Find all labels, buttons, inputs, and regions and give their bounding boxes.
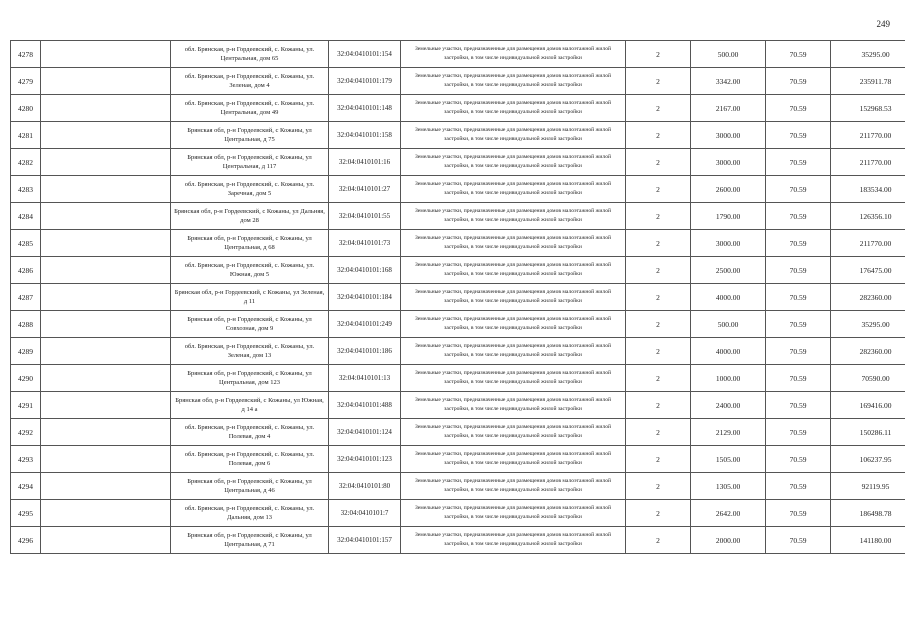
cadastral-value-cell: 169416.00 (831, 392, 905, 419)
row-number-cell: 4294 (11, 473, 41, 500)
area-cell: 3000.00 (691, 230, 766, 257)
row-number-cell: 4281 (11, 122, 41, 149)
cadastral-number-cell: 32:04:0410101:157 (329, 527, 401, 554)
table-row (11, 338, 905, 365)
rate-cell: 70.59 (766, 257, 831, 284)
cadastral-number-cell: 32:04:0410101:488 (329, 392, 401, 419)
cadastral-number-cell: 32:04:0410101:124 (329, 419, 401, 446)
cadastral-value-cell: 186498.78 (831, 500, 905, 527)
rate-cell: 70.59 (766, 176, 831, 203)
row-number-cell: 4279 (11, 68, 41, 95)
address-cell: Брянская обл, р-н Гордеевский, с Кожаны, ул Зеленая, д 11 (171, 284, 329, 311)
blank-cell (41, 392, 171, 419)
blank-cell (41, 473, 171, 500)
blank-cell (41, 230, 171, 257)
rate-cell: 70.59 (766, 203, 831, 230)
row-number-cell: 4283 (11, 176, 41, 203)
rate-cell: 70.59 (766, 527, 831, 554)
area-cell: 4000.00 (691, 284, 766, 311)
category-cell: 2 (626, 176, 691, 203)
cadastral-value-cell: 211770.00 (831, 230, 905, 257)
land-use-cell: Земельные участки, предназначенные для размещения домов малоэтажной жилой застройки, в том числе индивидуальной жилой застройки (401, 419, 626, 446)
blank-cell (41, 419, 171, 446)
row-number-cell: 4280 (11, 95, 41, 122)
cadastral-value-cell: 211770.00 (831, 149, 905, 176)
area-cell: 2129.00 (691, 419, 766, 446)
area-cell: 2400.00 (691, 392, 766, 419)
area-cell: 1000.00 (691, 365, 766, 392)
category-cell: 2 (626, 257, 691, 284)
land-use-cell: Земельные участки, предназначенные для размещения домов малоэтажной жилой застройки, в том числе индивидуальной жилой застройки (401, 500, 626, 527)
cadastral-value-cell: 35295.00 (831, 311, 905, 338)
cadastral-value-cell: 152968.53 (831, 95, 905, 122)
table-row (11, 419, 905, 446)
table-row (11, 365, 905, 392)
row-number-cell: 4296 (11, 527, 41, 554)
land-use-cell: Земельные участки, предназначенные для размещения домов малоэтажной жилой застройки, в том числе индивидуальной жилой застройки (401, 338, 626, 365)
area-cell: 4000.00 (691, 338, 766, 365)
row-number-cell: 4289 (11, 338, 41, 365)
rate-cell: 70.59 (766, 392, 831, 419)
rate-cell: 70.59 (766, 338, 831, 365)
category-cell: 2 (626, 527, 691, 554)
category-cell: 2 (626, 149, 691, 176)
address-cell: обл. Брянская, р-н Гордеевский, с. Кожаны, ул. Центральная, дом 49 (171, 95, 329, 122)
rate-cell: 70.59 (766, 95, 831, 122)
rate-cell: 70.59 (766, 41, 831, 68)
blank-cell (41, 149, 171, 176)
cadastral-value-cell: 106237.95 (831, 446, 905, 473)
land-use-cell: Земельные участки, предназначенные для размещения домов малоэтажной жилой застройки, в том числе индивидуальной жилой застройки (401, 41, 626, 68)
rate-cell: 70.59 (766, 419, 831, 446)
table-row (11, 500, 905, 527)
address-cell: обл. Брянская, р-н Гордеевский, с. Кожаны, ул. Зеленая, дом 4 (171, 68, 329, 95)
cadastral-number-cell: 32:04:0410101:154 (329, 41, 401, 68)
area-cell: 2500.00 (691, 257, 766, 284)
address-cell: обл. Брянская, р-н Гордеевский, с. Кожаны, ул. Заречная, дом 5 (171, 176, 329, 203)
table-row (11, 284, 905, 311)
category-cell: 2 (626, 392, 691, 419)
cadastral-number-cell: 32:04:0410101:123 (329, 446, 401, 473)
land-use-cell: Земельные участки, предназначенные для размещения домов малоэтажной жилой застройки, в том числе индивидуальной жилой застройки (401, 365, 626, 392)
cadastral-value-cell: 35295.00 (831, 41, 905, 68)
blank-cell (41, 257, 171, 284)
rate-cell: 70.59 (766, 446, 831, 473)
category-cell: 2 (626, 446, 691, 473)
cadastral-number-cell: 32:04:0410101:7 (329, 500, 401, 527)
area-cell: 2000.00 (691, 527, 766, 554)
cadastral-value-cell: 141180.00 (831, 527, 905, 554)
address-cell: Брянская обл, р-н Гордеевский, с Кожаны, ул Центральная, д 71 (171, 527, 329, 554)
cadastral-number-cell: 32:04:0410101:158 (329, 122, 401, 149)
table-row (11, 41, 905, 68)
blank-cell (41, 365, 171, 392)
land-use-cell: Земельные участки, предназначенные для размещения домов малоэтажной жилой застройки, в том числе индивидуальной жилой застройки (401, 392, 626, 419)
category-cell: 2 (626, 365, 691, 392)
table-row (11, 257, 905, 284)
blank-cell (41, 41, 171, 68)
rate-cell: 70.59 (766, 230, 831, 257)
category-cell: 2 (626, 338, 691, 365)
blank-cell (41, 203, 171, 230)
address-cell: Брянская обл, р-н Гордеевский, с Кожаны, ул Центральная, д 68 (171, 230, 329, 257)
blank-cell (41, 284, 171, 311)
table-row (11, 176, 905, 203)
blank-cell (41, 95, 171, 122)
address-cell: Брянская обл, р-н Гордеевский, с Кожаны, ул Центральная, д 75 (171, 122, 329, 149)
blank-cell (41, 446, 171, 473)
cadastral-number-cell: 32:04:0410101:13 (329, 365, 401, 392)
category-cell: 2 (626, 284, 691, 311)
area-cell: 500.00 (691, 41, 766, 68)
area-cell: 3000.00 (691, 149, 766, 176)
address-cell: обл. Брянская, р-н Гордеевский, с. Кожаны, ул. Дальняя, дом 13 (171, 500, 329, 527)
area-cell: 2600.00 (691, 176, 766, 203)
address-cell: Брянская обл, р-н Гордеевский, с Кожаны, ул Дальняя, дом 28 (171, 203, 329, 230)
cadastral-value-cell: 70590.00 (831, 365, 905, 392)
row-number-cell: 4286 (11, 257, 41, 284)
row-number-cell: 4295 (11, 500, 41, 527)
cadastral-number-cell: 32:04:0410101:184 (329, 284, 401, 311)
land-registry-table (10, 40, 905, 554)
cadastral-number-cell: 32:04:0410101:27 (329, 176, 401, 203)
land-use-cell: Земельные участки, предназначенные для размещения домов малоэтажной жилой застройки, в том числе индивидуальной жилой застройки (401, 311, 626, 338)
cadastral-number-cell: 32:04:0410101:249 (329, 311, 401, 338)
rate-cell: 70.59 (766, 311, 831, 338)
cadastral-value-cell: 282360.00 (831, 338, 905, 365)
area-cell: 500.00 (691, 311, 766, 338)
land-use-cell: Земельные участки, предназначенные для размещения домов малоэтажной жилой застройки, в том числе индивидуальной жилой застройки (401, 473, 626, 500)
rate-cell: 70.59 (766, 473, 831, 500)
address-cell: обл. Брянская, р-н Гордеевский, с. Кожаны, ул. Зеленая, дом 13 (171, 338, 329, 365)
table-row (11, 473, 905, 500)
category-cell: 2 (626, 500, 691, 527)
cadastral-value-cell: 235911.78 (831, 68, 905, 95)
category-cell: 2 (626, 311, 691, 338)
cadastral-number-cell: 32:04:0410101:55 (329, 203, 401, 230)
row-number-cell: 4292 (11, 419, 41, 446)
table-row (11, 446, 905, 473)
cadastral-number-cell: 32:04:0410101:148 (329, 95, 401, 122)
table-row (11, 311, 905, 338)
address-cell: Брянская обл, р-н Гордеевский, с Кожаны, ул Южная, д 14 а (171, 392, 329, 419)
row-number-cell: 4285 (11, 230, 41, 257)
area-cell: 2167.00 (691, 95, 766, 122)
cadastral-number-cell: 32:04:0410101:80 (329, 473, 401, 500)
area-cell: 3000.00 (691, 122, 766, 149)
land-use-cell: Земельные участки, предназначенные для размещения домов малоэтажной жилой застройки, в том числе индивидуальной жилой застройки (401, 527, 626, 554)
address-cell: Брянская обл, р-н Гордеевский, с Кожаны, ул Центральная, д 46 (171, 473, 329, 500)
address-cell: Брянская обл, р-н Гордеевский, с Кожаны, ул Центральная, д 117 (171, 149, 329, 176)
row-number-cell: 4290 (11, 365, 41, 392)
blank-cell (41, 338, 171, 365)
table-row (11, 68, 905, 95)
row-number-cell: 4288 (11, 311, 41, 338)
cadastral-number-cell: 32:04:0410101:16 (329, 149, 401, 176)
rate-cell: 70.59 (766, 122, 831, 149)
address-cell: Брянская обл, р-н Гордеевский, с Кожаны, ул Центральная, дом 123 (171, 365, 329, 392)
blank-cell (41, 68, 171, 95)
blank-cell (41, 500, 171, 527)
rate-cell: 70.59 (766, 68, 831, 95)
category-cell: 2 (626, 230, 691, 257)
row-number-cell: 4284 (11, 203, 41, 230)
category-cell: 2 (626, 68, 691, 95)
cadastral-number-cell: 32:04:0410101:179 (329, 68, 401, 95)
category-cell: 2 (626, 95, 691, 122)
cadastral-value-cell: 92119.95 (831, 473, 905, 500)
land-use-cell: Земельные участки, предназначенные для размещения домов малоэтажной жилой застройки, в том числе индивидуальной жилой застройки (401, 122, 626, 149)
cadastral-number-cell: 32:04:0410101:186 (329, 338, 401, 365)
row-number-cell: 4282 (11, 149, 41, 176)
cadastral-value-cell: 183534.00 (831, 176, 905, 203)
table-row (11, 149, 905, 176)
land-use-cell: Земельные участки, предназначенные для размещения домов малоэтажной жилой застройки, в том числе индивидуальной жилой застройки (401, 257, 626, 284)
blank-cell (41, 176, 171, 203)
cadastral-value-cell: 176475.00 (831, 257, 905, 284)
blank-cell (41, 527, 171, 554)
blank-cell (41, 122, 171, 149)
row-number-cell: 4278 (11, 41, 41, 68)
table-row (11, 527, 905, 554)
row-number-cell: 4291 (11, 392, 41, 419)
land-use-cell: Земельные участки, предназначенные для размещения домов малоэтажной жилой застройки, в том числе индивидуальной жилой застройки (401, 68, 626, 95)
address-cell: обл. Брянская, р-н Гордеевский, с. Кожаны, ул. Южная, дом 5 (171, 257, 329, 284)
table-row (11, 203, 905, 230)
cadastral-value-cell: 126356.10 (831, 203, 905, 230)
cadastral-value-cell: 211770.00 (831, 122, 905, 149)
table-row (11, 392, 905, 419)
category-cell: 2 (626, 122, 691, 149)
area-cell: 1790.00 (691, 203, 766, 230)
land-use-cell: Земельные участки, предназначенные для размещения домов малоэтажной жилой застройки, в том числе индивидуальной жилой застройки (401, 203, 626, 230)
cadastral-number-cell: 32:04:0410101:168 (329, 257, 401, 284)
land-use-cell: Земельные участки, предназначенные для размещения домов малоэтажной жилой застройки, в том числе индивидуальной жилой застройки (401, 446, 626, 473)
table-row (11, 122, 905, 149)
address-cell: обл. Брянская, р-н Гордеевский, с. Кожаны, ул. Полевая, дом 4 (171, 419, 329, 446)
land-use-cell: Земельные участки, предназначенные для размещения домов малоэтажной жилой застройки, в том числе индивидуальной жилой застройки (401, 284, 626, 311)
category-cell: 2 (626, 203, 691, 230)
page-number: 249 (876, 19, 890, 29)
cadastral-value-cell: 282360.00 (831, 284, 905, 311)
cadastral-number-cell: 32:04:0410101:73 (329, 230, 401, 257)
row-number-cell: 4287 (11, 284, 41, 311)
address-cell: обл. Брянская, р-н Гордеевский, с. Кожаны, ул. Полевая, дом 6 (171, 446, 329, 473)
category-cell: 2 (626, 419, 691, 446)
table-body (11, 41, 905, 554)
cadastral-value-cell: 150286.11 (831, 419, 905, 446)
category-cell: 2 (626, 41, 691, 68)
land-use-cell: Земельные участки, предназначенные для размещения домов малоэтажной жилой застройки, в том числе индивидуальной жилой застройки (401, 95, 626, 122)
land-use-cell: Земельные участки, предназначенные для размещения домов малоэтажной жилой застройки, в том числе индивидуальной жилой застройки (401, 176, 626, 203)
rate-cell: 70.59 (766, 365, 831, 392)
area-cell: 1505.00 (691, 446, 766, 473)
area-cell: 1305.00 (691, 473, 766, 500)
rate-cell: 70.59 (766, 500, 831, 527)
area-cell: 2642.00 (691, 500, 766, 527)
rate-cell: 70.59 (766, 149, 831, 176)
land-use-cell: Земельные участки, предназначенные для размещения домов малоэтажной жилой застройки, в том числе индивидуальной жилой застройки (401, 230, 626, 257)
area-cell: 3342.00 (691, 68, 766, 95)
table-row (11, 230, 905, 257)
address-cell: обл. Брянская, р-н Гордеевский, с. Кожаны, ул. Центральная, дом 65 (171, 41, 329, 68)
table-row (11, 95, 905, 122)
blank-cell (41, 311, 171, 338)
category-cell: 2 (626, 473, 691, 500)
address-cell: Брянская обл, р-н Гордеевский, с Кожаны, ул Совхозная, дом 9 (171, 311, 329, 338)
land-use-cell: Земельные участки, предназначенные для размещения домов малоэтажной жилой застройки, в том числе индивидуальной жилой застройки (401, 149, 626, 176)
rate-cell: 70.59 (766, 284, 831, 311)
row-number-cell: 4293 (11, 446, 41, 473)
